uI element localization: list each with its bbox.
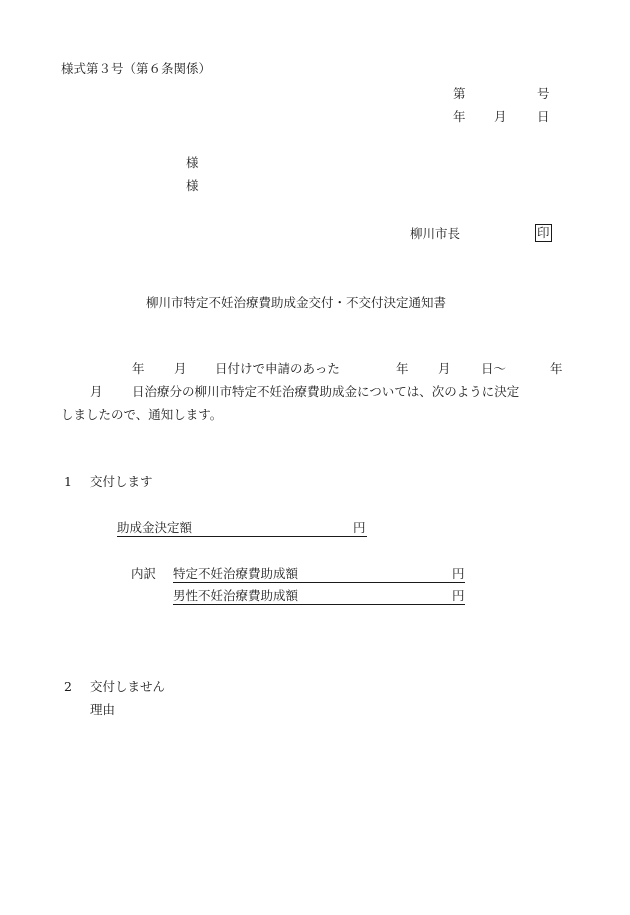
date-year: 年 [453, 109, 466, 124]
doc-number-prefix: 第 [453, 86, 466, 101]
reason-label: 理由 [90, 702, 116, 717]
body-month-1: 月 [174, 361, 187, 376]
breakdown-item-unit: 円 [452, 588, 465, 603]
doc-number-suffix: 号 [537, 86, 550, 101]
breakdown-item-male [173, 588, 465, 605]
body-year-1: 年 [132, 361, 145, 376]
recipient-honorific-2: 様 [186, 178, 199, 193]
decision-amount-unit: 円 [353, 520, 366, 535]
seal-mark: 印 [537, 225, 550, 240]
section1-number: 1 [64, 474, 72, 489]
section1-heading: 交付します [90, 474, 153, 489]
breakdown-item-label: 特定不妊治療費助成額 [173, 566, 299, 581]
breakdown-item-unit: 円 [452, 566, 465, 581]
form-number: 様式第３号（第６条関係） [61, 61, 212, 76]
body-month-2: 月 [438, 361, 451, 376]
sender-name: 柳川市長 [410, 226, 461, 241]
date-month: 月 [494, 109, 507, 124]
body-notice-text: しましたので、通知します。 [61, 407, 223, 422]
date-day: 日 [537, 109, 550, 124]
breakdown-item-specific [173, 566, 465, 583]
breakdown-label: 内訳 [131, 566, 157, 581]
breakdown-item-label: 男性不妊治療費助成額 [173, 588, 299, 603]
body-treatment-text: 日治療分の柳川市特定不妊治療費助成金については、次のように決定 [132, 384, 520, 399]
body-year-2: 年 [396, 361, 409, 376]
body-applied-text: 日付けで申請のあった [215, 361, 340, 376]
body-month-3: 月 [90, 384, 103, 399]
section2-number: 2 [64, 679, 72, 694]
recipient-honorific-1: 様 [186, 155, 199, 170]
section2-heading: 交付しません [90, 679, 166, 694]
decision-amount-label: 助成金決定額 [117, 520, 193, 535]
body-year-3: 年 [550, 361, 563, 376]
decision-amount-line [117, 520, 367, 537]
body-day-range: 日～ [481, 361, 507, 376]
document-title: 柳川市特定不妊治療費助成金交付・不交付決定通知書 [146, 295, 447, 310]
